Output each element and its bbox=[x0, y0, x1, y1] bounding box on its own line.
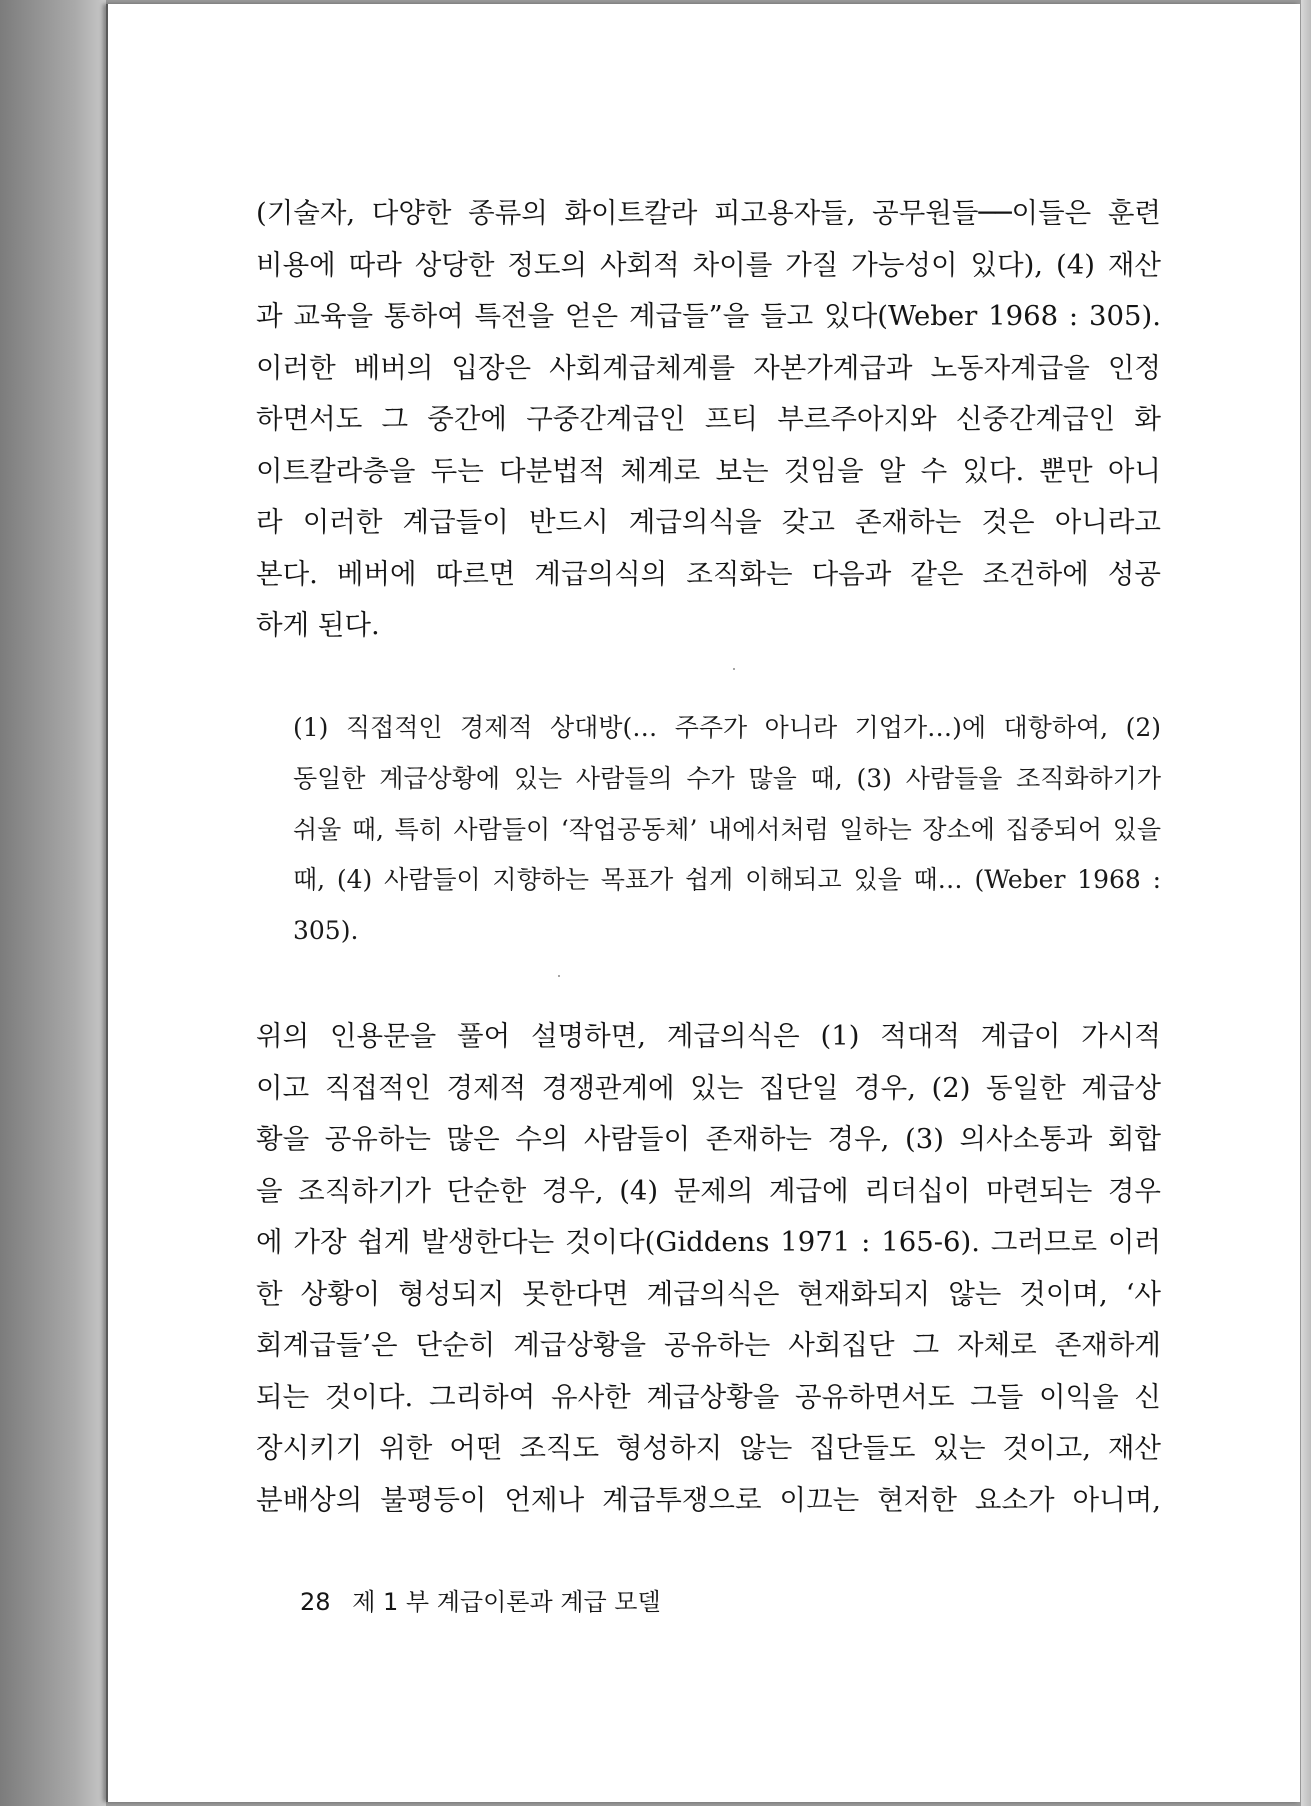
text-line: 이고 직접적인 경제적 경쟁관계에 있는 집단일 경우, (2) 동일한 계급상 bbox=[256, 1071, 1161, 1104]
block-quote bbox=[293, 703, 1161, 957]
quote-line: (1) 직접적인 경제적 상대방(… 주주가 아니라 기업가…)에 대항하여, (2) bbox=[293, 713, 1161, 742]
quote-line: 동일한 계급상황에 있는 사람들의 수가 많을 때, (3) 사람들을 조직화하기가 bbox=[293, 763, 1161, 793]
text-line: 과 교육을 통하여 특전을 얻은 계급들”을 들고 있다(Weber 1968 : 305). bbox=[256, 300, 1161, 332]
paragraph-2 bbox=[256, 1011, 1161, 1526]
text-line: 황을 공유하는 많은 수의 사람들이 존재하는 경우, (3) 의사소통과 회합 bbox=[256, 1123, 1161, 1155]
quote-line: 쉬울 때, 특히 사람들이 ‘작업공동체’ 내에서처럼 일하는 장소에 집중되어 있을 bbox=[293, 814, 1161, 844]
viewer-right-margin bbox=[1301, 0, 1311, 1806]
running-head: 제 1 부 계급이론과 계급 모델 bbox=[352, 1588, 661, 1616]
text-line: 을 조직하기가 단순한 경우, (4) 문제의 계급에 리더십이 마련되는 경우 bbox=[256, 1174, 1161, 1207]
text-line: 한 상황이 형성되지 못한다면 계급의식은 현재화되지 않는 것이며, ‘사 bbox=[256, 1277, 1161, 1310]
paragraph-1 bbox=[256, 188, 1161, 652]
text-line: 되는 것이다. 그리하여 유사한 계급상황을 공유하면서도 그들 이익을 신 bbox=[256, 1380, 1161, 1413]
quote-line: 때, (4) 사람들이 지향하는 목표가 쉽게 이해되고 있을 때… (Weber 1968 : bbox=[293, 865, 1161, 895]
text-line: (기술자, 다양한 종류의 화이트칼라 피고용자들, 공무원들──이들은 훈련 bbox=[256, 197, 1161, 229]
text-line: 이러한 베버의 입장은 사회계급체계를 자본가계급과 노동자계급을 인정 bbox=[256, 351, 1161, 384]
scan-speck bbox=[733, 668, 735, 670]
text-line: 비용에 따라 상당한 정도의 사회적 차이를 가질 가능성이 있다), (4) 재산 bbox=[256, 248, 1161, 281]
quote-line: 305). bbox=[293, 916, 359, 946]
page-footer bbox=[300, 1582, 661, 1617]
text-line: 위의 인용문을 풀어 설명하면, 계급의식은 (1) 적대적 계급이 가시적 bbox=[256, 1020, 1161, 1052]
text-line: 에 가장 쉽게 발생한다는 것이다(Giddens 1971 : 165-6). 그러므로 이러 bbox=[256, 1226, 1161, 1258]
text-line: 장시키기 위한 어떤 조직도 형성하지 않는 집단들도 있는 것이고, 재산 bbox=[256, 1432, 1161, 1464]
text-line: 본다. 베버에 따르면 계급의식의 조직화는 다음과 같은 조건하에 성공 bbox=[256, 557, 1161, 590]
viewer-left-margin bbox=[0, 0, 106, 1806]
text-line: 라 이러한 계급들이 반드시 계급의식을 갖고 존재하는 것은 아니라고 bbox=[256, 506, 1161, 538]
text-line: 하게 된다. bbox=[256, 609, 380, 641]
text-line: 분배상의 불평등이 언제나 계급투쟁으로 이끄는 현저한 요소가 아니며, bbox=[256, 1483, 1161, 1516]
text-line: 회계급들’은 단순히 계급상황을 공유하는 사회집단 그 자체로 존재하게 bbox=[256, 1329, 1161, 1361]
scan-speck bbox=[558, 975, 560, 977]
page-number: 28 bbox=[300, 1588, 331, 1616]
text-line: 하면서도 그 중간에 구중간계급인 프티 부르주아지와 신중간계급인 화 bbox=[256, 403, 1161, 435]
text-line: 이트칼라층을 두는 다분법적 체계로 보는 것임을 알 수 있다. 뿐만 아니 bbox=[256, 454, 1161, 487]
